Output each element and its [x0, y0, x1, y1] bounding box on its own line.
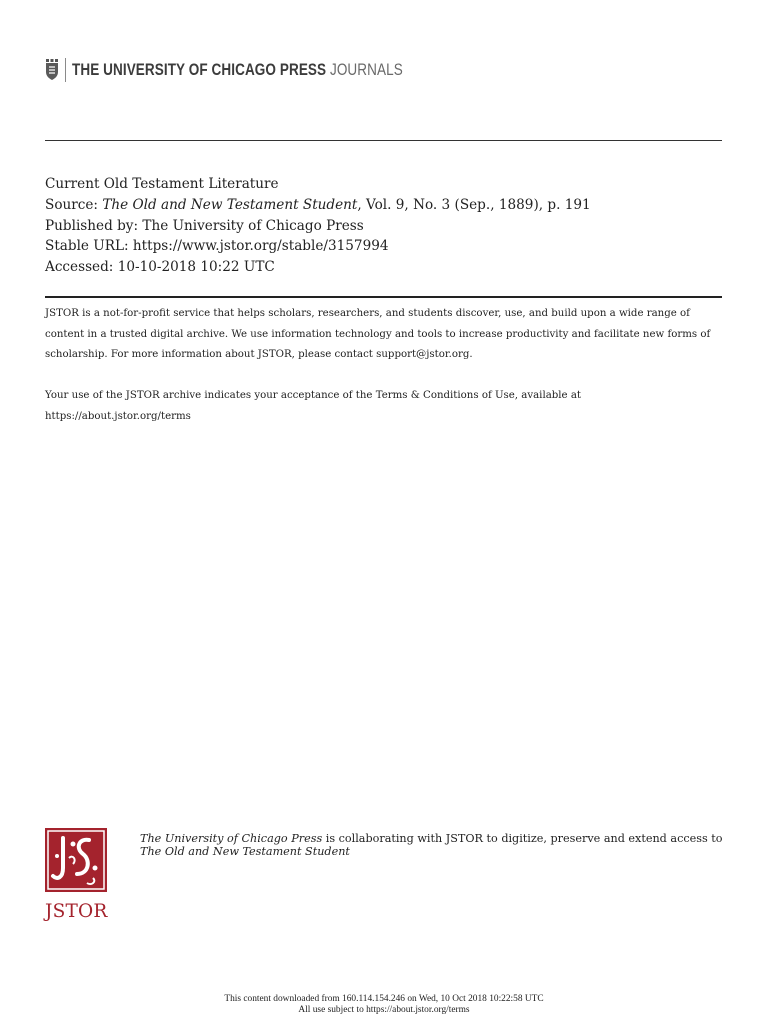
- article-publisher: Published by: The University of Chicago Press: [45, 217, 364, 234]
- publisher-logo: [45, 57, 475, 83]
- article-metadata: [45, 174, 591, 278]
- jstor-logo: [45, 828, 107, 922]
- collaboration-statement: The University of Chicago Press is collaborating with JSTOR to digitize, preserve and extend access to The Old and New Testament Student: [140, 832, 723, 858]
- terms-notice: Your use of the JSTOR archive indicates your acceptance of the Terms & Conditions of Use, available at https://about.jstor.org/terms: [45, 390, 581, 422]
- university-shield-icon: [45, 59, 59, 81]
- article-title: Current Old Testament Literature: [45, 176, 279, 192]
- publisher-name: THE UNIVERSITY OF CHICAGO PRESS JOURNALS: [72, 60, 403, 79]
- stable-url[interactable]: Stable URL: https://www.jstor.org/stable/3157994: [45, 238, 389, 255]
- collab-journal: The Old and New Testament Student: [140, 845, 350, 858]
- top-divider: [45, 140, 722, 141]
- footer-terms: All use subject to https://about.jstor.org/terms: [298, 1005, 470, 1015]
- download-footer: [0, 994, 768, 1016]
- footer-download-info: This content downloaded from 160.114.154.246 on Wed, 10 Oct 2018 10:22:58 UTC: [224, 994, 544, 1004]
- accessed-date: Accessed: 10-10-2018 10:22 UTC: [45, 259, 275, 276]
- jstor-wordmark: JSTOR: [45, 901, 108, 922]
- jstor-about-notice: JSTOR is a not-for-profit service that helps scholars, researchers, and students discover, use, and build upon a wide range of content in a trusted digital archive. We use information technology and tools to increase productivity and facilitate new forms of scholarship. For more information about JSTOR, please contact support@jstor.org.: [45, 308, 711, 360]
- logo-separator: [65, 58, 66, 82]
- metadata-divider: [45, 296, 722, 298]
- collab-publisher: The University of Chicago Press: [140, 832, 323, 845]
- source-journal: The Old and New Testament Student: [102, 196, 358, 213]
- article-source: Source: The Old and New Testament Student, Vol. 9, No. 3 (Sep., 1889), p. 191: [45, 196, 591, 213]
- jstor-emblem-icon: [45, 828, 107, 892]
